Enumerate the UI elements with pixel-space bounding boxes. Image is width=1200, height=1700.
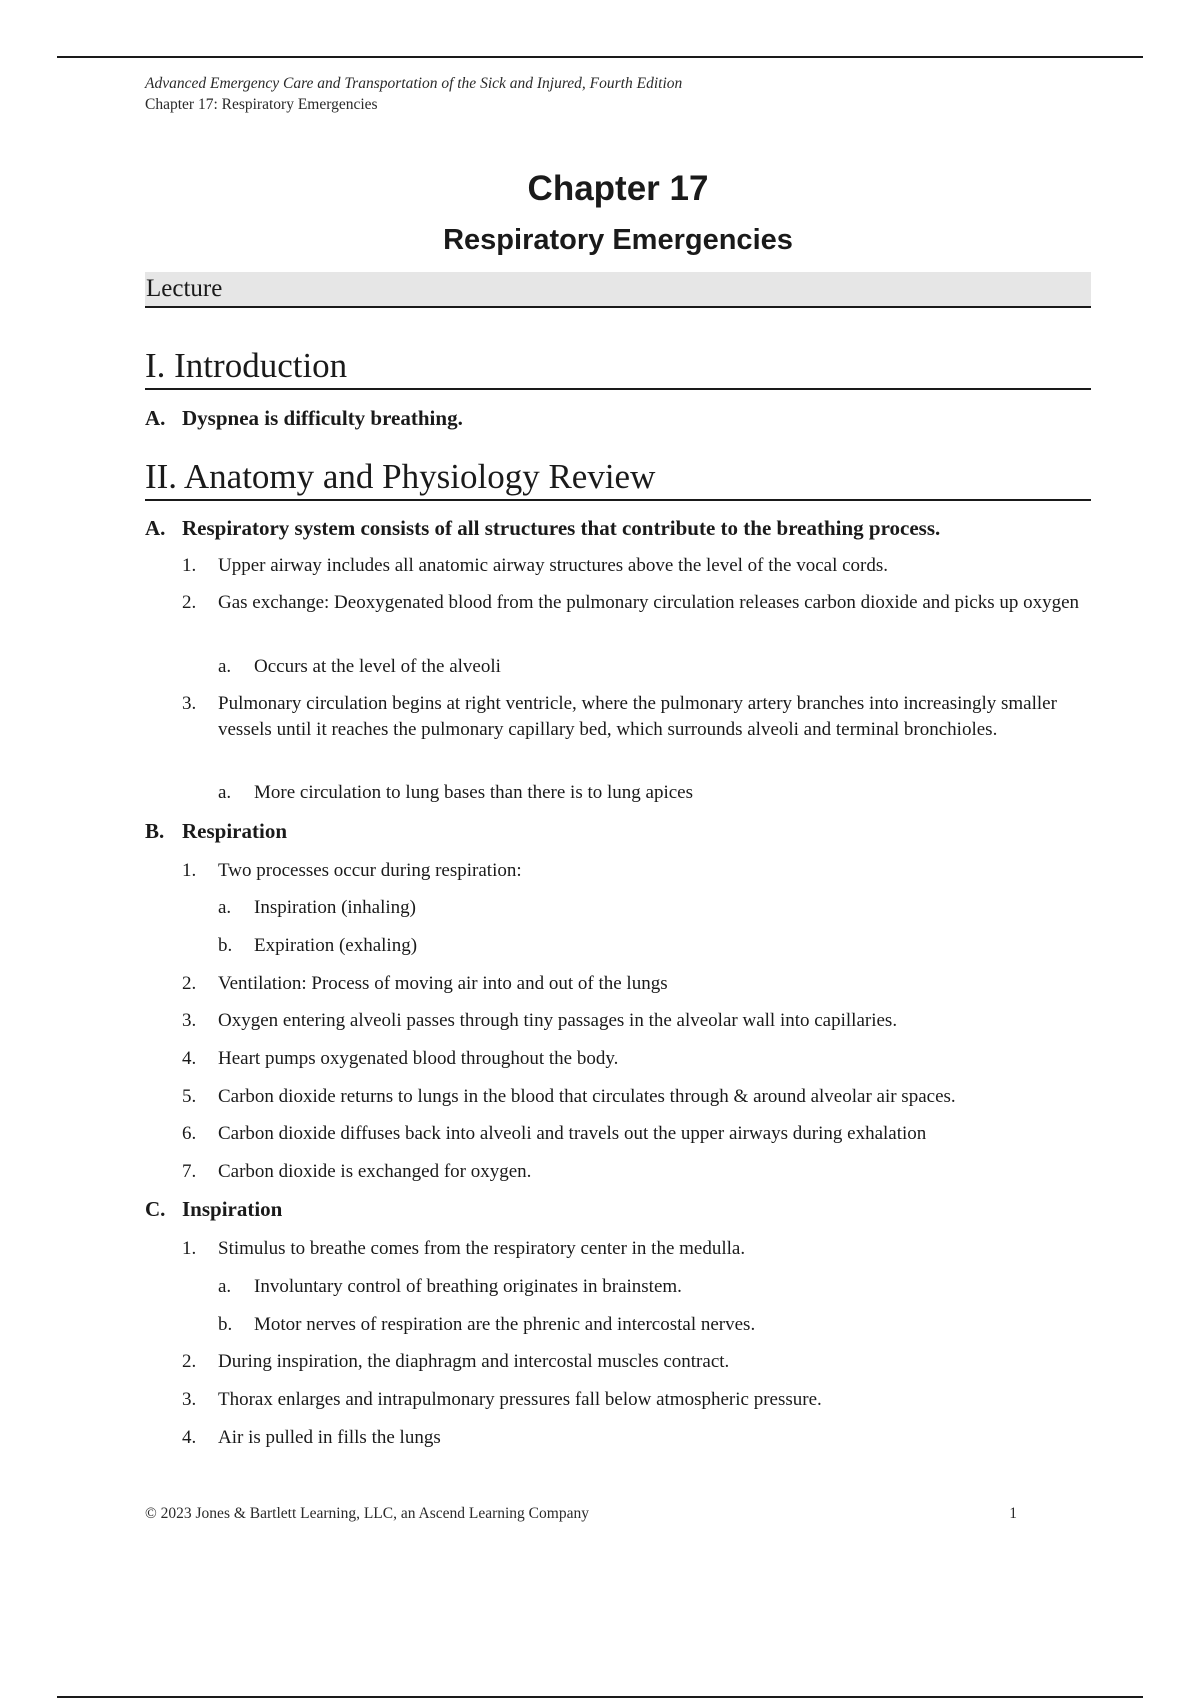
outline-item <box>145 590 1091 616</box>
item-text: Dyspnea is difficulty breathing. <box>182 406 463 430</box>
outline-item <box>145 1084 1091 1110</box>
chapter-number: Chapter 17 <box>527 169 709 208</box>
item-text: Stimulus to breathe comes from the respiratory center in the medulla. <box>218 1238 746 1259</box>
outline-item <box>145 895 1091 921</box>
outline-item <box>145 1196 1091 1222</box>
item-label: C. <box>145 1197 166 1221</box>
item-label: 6. <box>182 1123 197 1144</box>
item-label: 3. <box>182 1010 197 1031</box>
item-label: 4. <box>182 1048 197 1069</box>
item-text: Carbon dioxide returns to lungs in the blood that circulates through & around alveolar air spaces. <box>218 1086 956 1107</box>
outline-item <box>145 1312 1091 1338</box>
item-text: Inspiration <box>182 1197 283 1221</box>
item-text: Pulmonary circulation begins at right ventricle, where the pulmonary artery branches into increasingly smaller vessels until it reaches the pulmonary capillary bed, which surrounds alveoli and terminal bronchioles. <box>218 693 1057 740</box>
outline-item <box>145 515 1091 541</box>
item-text: Air is pulled in fills the lungs <box>218 1427 441 1448</box>
section-heading-anatomy: II. Anatomy and Physiology Review <box>145 457 1091 501</box>
bottom-rule <box>57 1696 1143 1698</box>
item-text: Motor nerves of respiration are the phrenic and intercostal nerves. <box>254 1314 756 1335</box>
item-text: Upper airway includes all anatomic airway structures above the level of the vocal cords. <box>218 555 889 576</box>
book-title: Advanced Emergency Care and Transportation of the Sick and Injured, Fourth Edition <box>145 75 683 92</box>
item-text: Respiratory system consists of all structures that contribute to the breathing process. <box>182 516 941 540</box>
item-text: Gas exchange: Deoxygenated blood from the pulmonary circulation releases carbon dioxide and picks up oxygen <box>218 592 1080 613</box>
page-footer <box>145 1503 1017 1525</box>
running-header <box>145 73 682 115</box>
outline-item <box>145 1121 1091 1147</box>
item-text: Expiration (exhaling) <box>254 935 418 956</box>
copyright-notice: © 2023 Jones & Bartlett Learning, LLC, an Ascend Learning Company <box>145 1505 589 1522</box>
section-heading-introduction: I. Introduction <box>145 346 1091 390</box>
item-label: 1. <box>182 555 197 576</box>
item-label: 1. <box>182 860 197 881</box>
item-text: Thorax enlarges and intrapulmonary pressures fall below atmospheric pressure. <box>218 1389 822 1410</box>
item-label: 3. <box>182 1389 197 1410</box>
item-label: a. <box>218 782 232 803</box>
item-label: a. <box>218 897 232 918</box>
item-text: More circulation to lung bases than there is to lung apices <box>254 782 693 803</box>
outline-item <box>145 933 1091 959</box>
outline-item <box>145 691 1091 743</box>
page-number: 1 <box>1009 1505 1017 1522</box>
outline-item <box>145 1349 1091 1375</box>
outline-item <box>145 1425 1091 1451</box>
outline-item <box>145 1236 1091 1262</box>
item-label: 2. <box>182 973 197 994</box>
top-rule <box>57 56 1143 58</box>
item-text: Two processes occur during respiration: <box>218 860 522 881</box>
item-label: b. <box>218 1314 233 1335</box>
item-label: A. <box>145 406 166 430</box>
item-label: 1. <box>182 1238 197 1259</box>
item-text: Involuntary control of breathing originates in brainstem. <box>254 1276 682 1297</box>
outline-item <box>145 1046 1091 1072</box>
item-label: B. <box>145 819 165 843</box>
item-text: Carbon dioxide is exchanged for oxygen. <box>218 1161 532 1182</box>
outline-item <box>145 405 1091 431</box>
item-text: Ventilation: Process of moving air into and out of the lungs <box>218 973 668 994</box>
item-text: Occurs at the level of the alveoli <box>254 656 501 677</box>
item-label: b. <box>218 935 233 956</box>
outline-item <box>145 654 1091 680</box>
item-text: Heart pumps oxygenated blood throughout the body. <box>218 1048 619 1069</box>
outline-item <box>145 780 1091 806</box>
item-label: 2. <box>182 592 197 613</box>
outline-item <box>145 858 1091 884</box>
item-label: 7. <box>182 1161 197 1182</box>
chapter-title: Respiratory Emergencies <box>443 224 793 256</box>
outline-item <box>145 971 1091 997</box>
item-text: Inspiration (inhaling) <box>254 897 416 918</box>
item-label: 5. <box>182 1086 197 1107</box>
item-label: 3. <box>182 693 197 714</box>
item-label: a. <box>218 656 232 677</box>
outline-item <box>145 1159 1091 1185</box>
lecture-label: Lecture <box>145 272 1091 308</box>
outline-item <box>145 1387 1091 1413</box>
item-label: 2. <box>182 1351 197 1372</box>
outline-item <box>145 818 1091 844</box>
item-text: During inspiration, the diaphragm and intercostal muscles contract. <box>218 1351 730 1372</box>
item-text: Oxygen entering alveoli passes through tiny passages in the alveolar wall into capillaries. <box>218 1010 898 1031</box>
item-label: A. <box>145 516 166 540</box>
outline-item <box>145 553 1091 579</box>
item-label: a. <box>218 1276 232 1297</box>
item-text: Carbon dioxide diffuses back into alveoli and travels out the upper airways during exhalation <box>218 1123 927 1144</box>
outline-item <box>145 1274 1091 1300</box>
item-text: Respiration <box>182 819 287 843</box>
outline-item <box>145 1008 1091 1034</box>
chapter-line: Chapter 17: Respiratory Emergencies <box>145 96 378 113</box>
item-label: 4. <box>182 1427 197 1448</box>
